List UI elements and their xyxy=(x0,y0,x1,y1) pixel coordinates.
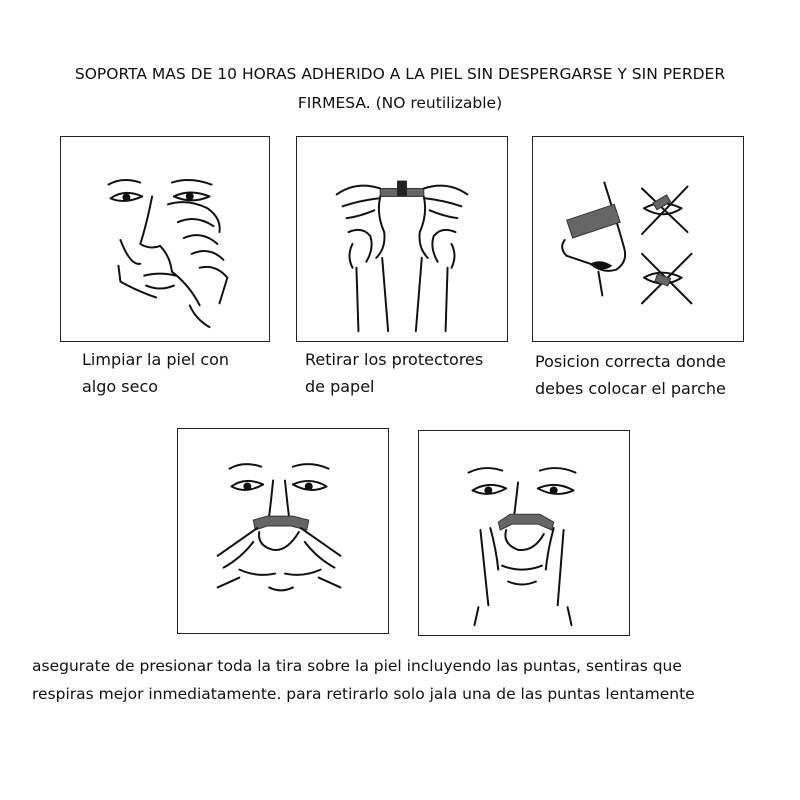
footer-line-2: respiras mejor inmediatamente. para retirarlo solo jala una de las puntas lentamente xyxy=(32,685,695,703)
peel-backing-illustration xyxy=(297,137,507,341)
step-1-caption-line-1: Limpiar la piel con xyxy=(82,350,230,369)
clean-nose-illustration xyxy=(61,137,269,341)
header-line-2: FIRMESA. (NO reutilizable) xyxy=(297,94,503,112)
step-1-caption xyxy=(82,346,229,400)
instructions-header xyxy=(20,60,780,118)
step-4-panel xyxy=(177,428,389,634)
step-2-caption-line-1: Retirar los protectores xyxy=(305,350,484,369)
step-3-caption xyxy=(535,348,726,402)
step-1-panel xyxy=(60,136,270,342)
step-2-caption xyxy=(305,346,483,400)
apply-strip-illustration xyxy=(178,429,388,633)
step-3-caption-line-2: debes colocar el parche xyxy=(535,379,726,398)
header-line-1: SOPORTA MAS DE 10 HORAS ADHERIDO A LA PIEL SIN DESPERGARSE Y SIN PERDER xyxy=(74,65,726,83)
step-2-caption-line-2: de papel xyxy=(305,377,375,396)
step-3-caption-line-1: Posicion correcta donde xyxy=(535,352,726,371)
step-5-panel xyxy=(418,430,630,636)
step-2-panel xyxy=(296,136,508,342)
step-3-panel xyxy=(532,136,744,342)
step-1-caption-line-2: algo seco xyxy=(82,377,159,396)
footer-line-1: asegurate de presionar toda la tira sobre la piel incluyendo las puntas, sentiras que xyxy=(32,657,682,675)
correct-position-illustration xyxy=(533,137,743,341)
instructions-footer xyxy=(32,652,782,708)
press-strip-illustration xyxy=(419,431,629,635)
